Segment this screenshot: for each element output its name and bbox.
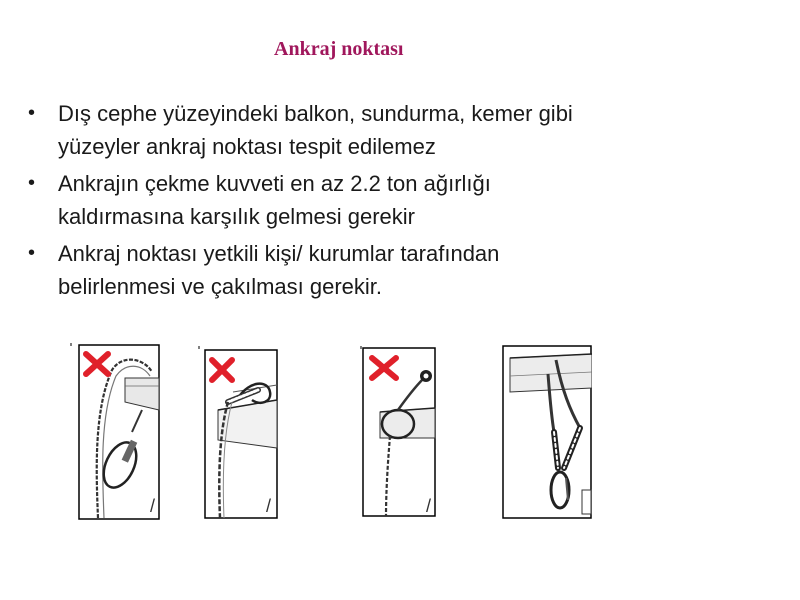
bullet-dot-icon: • — [28, 102, 36, 124]
bullet-item — [26, 237, 726, 303]
incorrect-anchor-rope-over-ledge-illustration — [70, 340, 160, 525]
bullet-list — [26, 97, 726, 307]
bullet-item — [26, 167, 726, 233]
bullet-text-line: yüzeyler ankraj noktası tespit edilemez — [58, 134, 436, 159]
svg-text:/: / — [266, 496, 272, 516]
svg-text:/: / — [150, 496, 156, 516]
correct-anchor-y-lanyard-on-beam-illustration — [500, 340, 592, 522]
bullet-dot-icon: • — [28, 172, 36, 194]
bullet-text-line: Dış cephe yüzeyindeki balkon, sundurma, kemer gibi — [58, 101, 573, 126]
bullet-text-line: kaldırmasına karşılık gelmesi gerekir — [58, 204, 416, 229]
bullet-item — [26, 97, 726, 163]
svg-text:/: / — [426, 496, 432, 516]
incorrect-anchor-loop-on-beam-end-illustration — [360, 340, 440, 525]
bullet-dot-icon: • — [28, 242, 36, 264]
incorrect-anchor-sling-around-beam-illustration — [198, 340, 278, 525]
bullet-text-line: belirlenmesi ve çakılması gerekir. — [58, 274, 383, 299]
slide-title: Ankraj noktası — [274, 38, 404, 60]
bullet-text-line: Ankraj noktası yetkili kişi/ kurumlar tarafından — [58, 241, 500, 266]
bullet-text-line: Ankrajın çekme kuvveti en az 2.2 ton ağırlığı — [58, 171, 491, 196]
